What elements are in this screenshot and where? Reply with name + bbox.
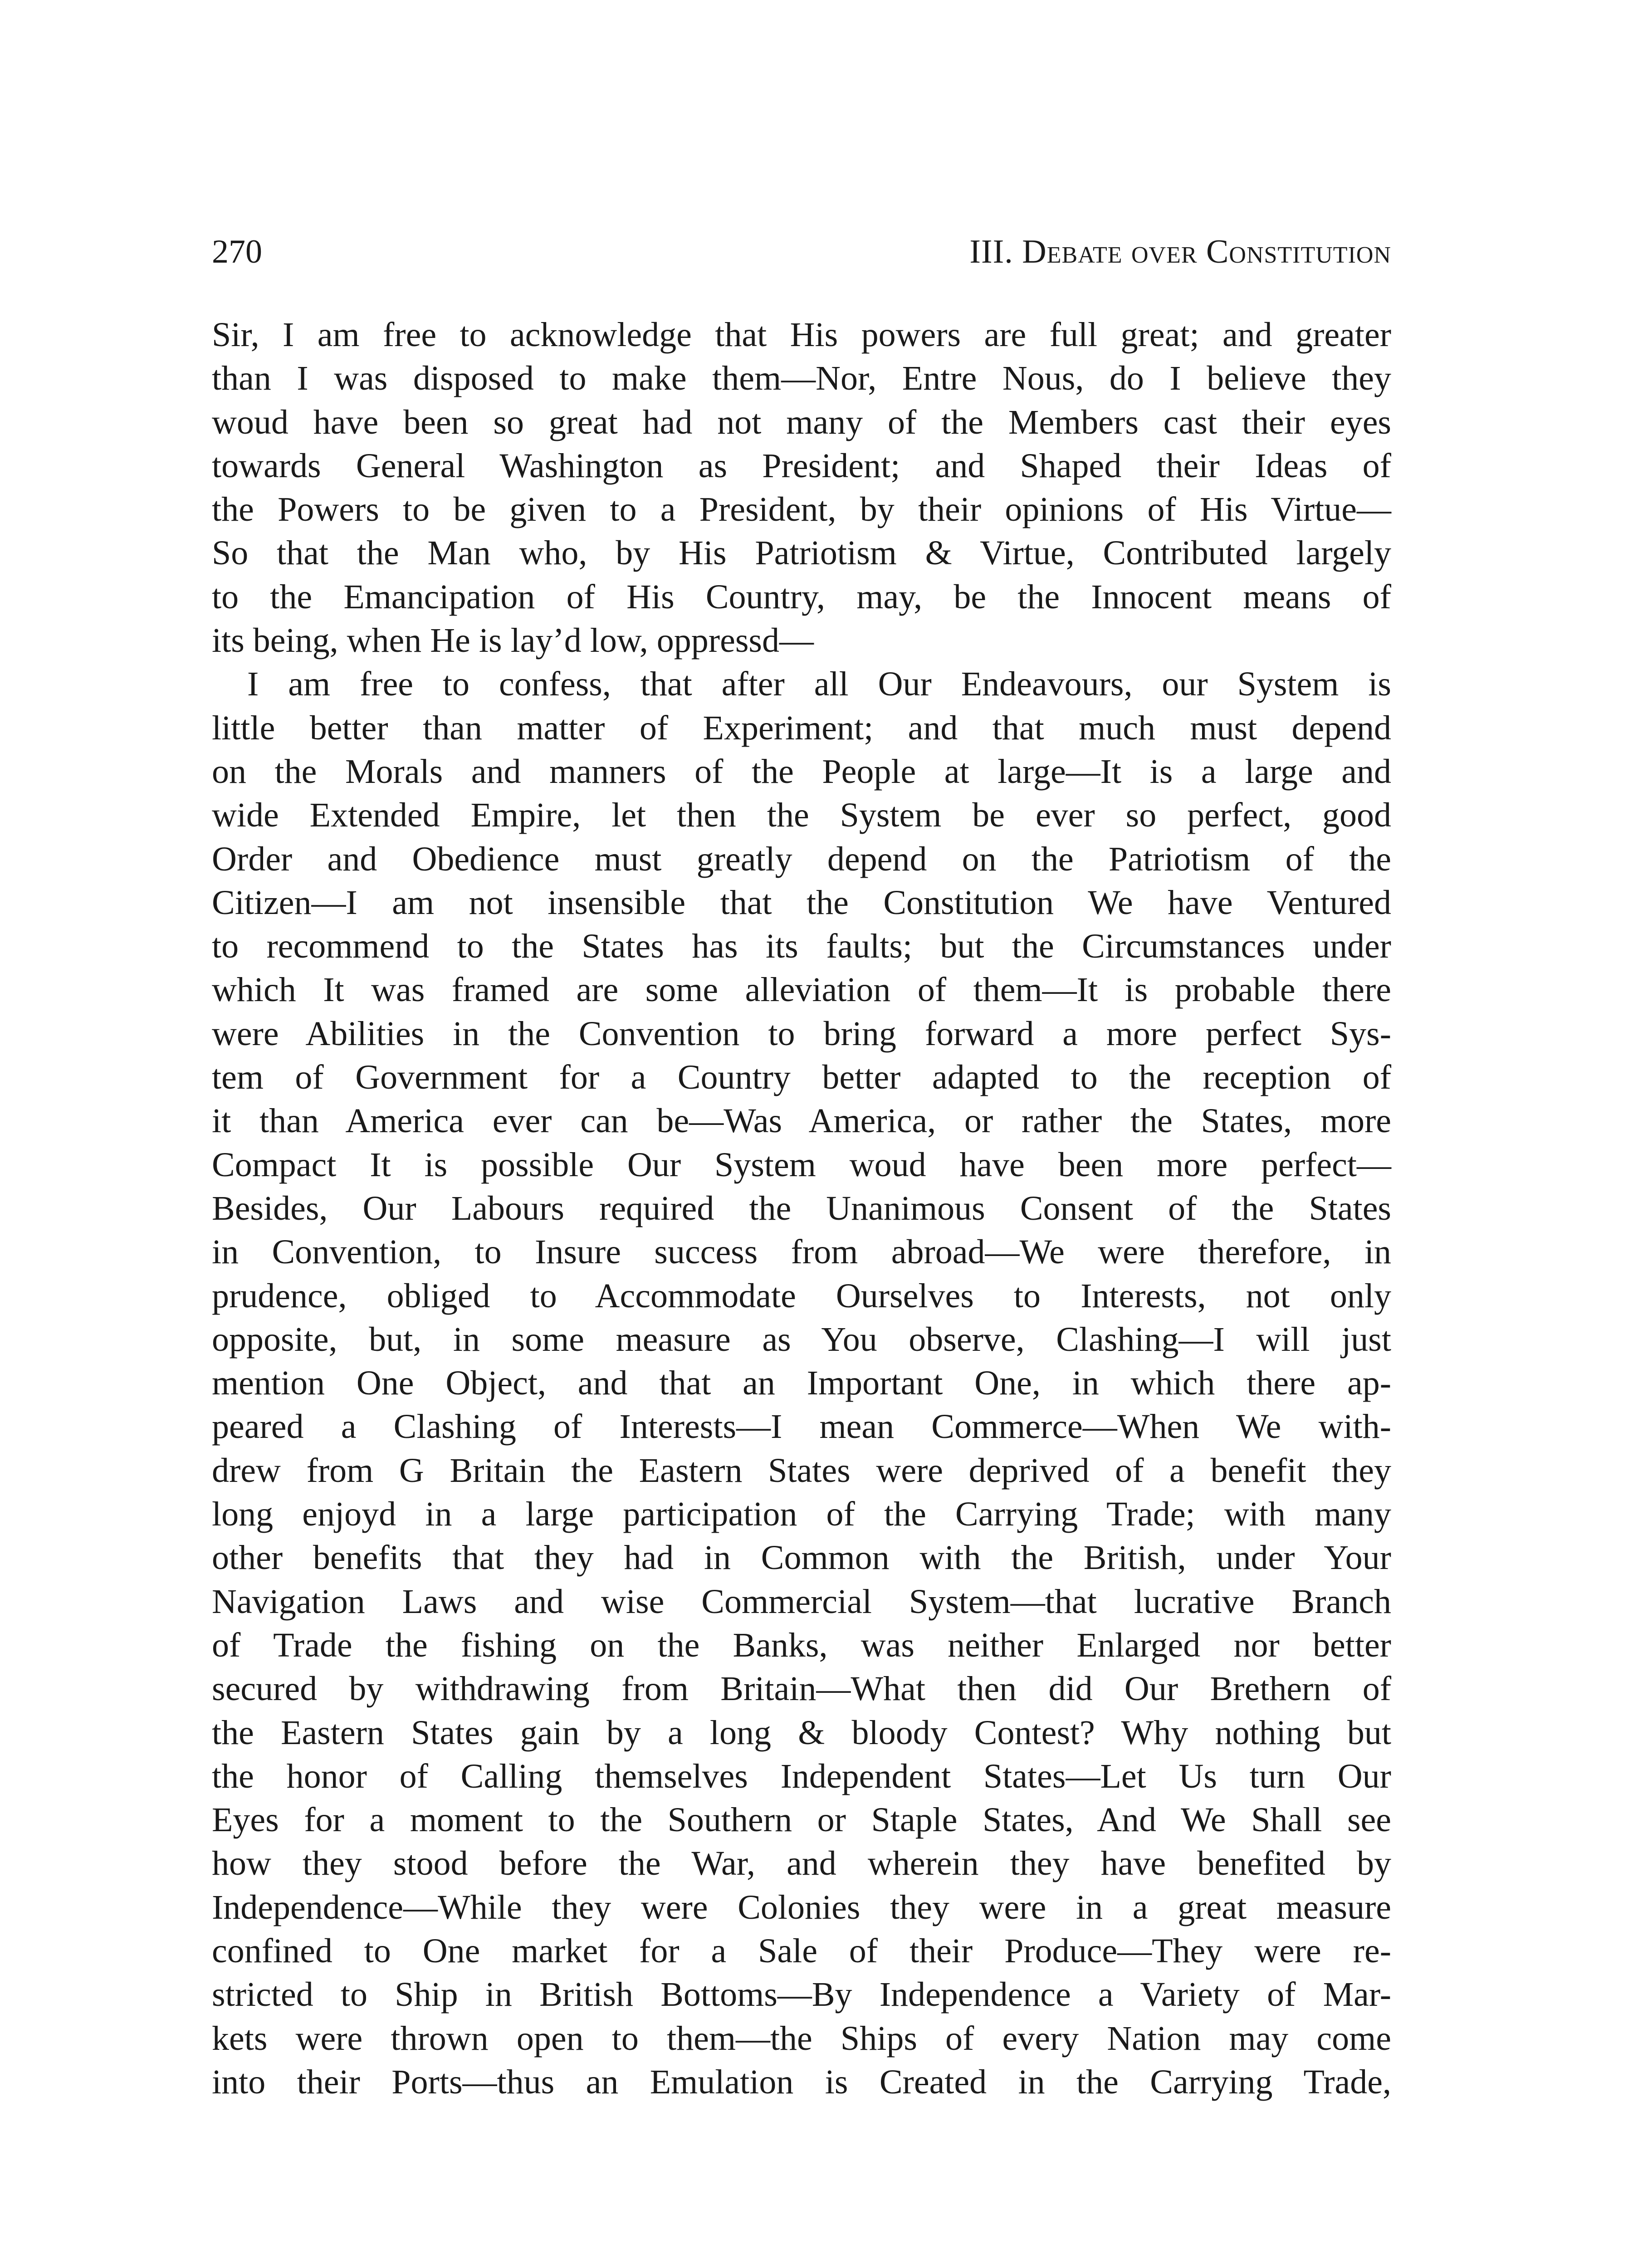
text-line: kets were thrown open to them—the Ships of every Nation may come bbox=[212, 2019, 1391, 2058]
paragraph-first-line: I am free to confess, that after all Our Endeavours, our System is bbox=[247, 665, 1391, 704]
text-line: other benefits that they had in Common with the British, under Your bbox=[212, 1539, 1391, 1577]
text-line: stricted to Ship in British Bottoms—By Independence a Variety of Mar- bbox=[212, 1975, 1391, 2014]
text-line: tem of Government for a Country better adapted to the reception of bbox=[212, 1058, 1391, 1097]
text-line: little better than matter of Experiment; and that much must depend bbox=[212, 709, 1391, 747]
body-text bbox=[212, 313, 1391, 2104]
text-line: the Powers to be given to a President, by their opinions of His Virtue— bbox=[212, 490, 1391, 529]
paragraph-end-line: its being, when He is lay’d low, oppressd— bbox=[212, 621, 814, 660]
text-line: prudence, obliged to Accommodate Ourselves to Interests, not only bbox=[212, 1276, 1391, 1315]
text-line: towards General Washington as President; and Shaped their Ideas of bbox=[212, 446, 1391, 485]
text-line: confined to One market for a Sale of their Produce—They were re- bbox=[212, 1931, 1391, 1970]
text-line: on the Morals and manners of the People at large—It is a large and bbox=[212, 752, 1391, 791]
text-line: than I was disposed to make them—Nor, Entre Nous, do I believe they bbox=[212, 359, 1391, 398]
text-line: Sir, I am free to acknowledge that His powers are full great; and greater bbox=[212, 316, 1391, 354]
section-title: III. Debate over Constitution bbox=[969, 233, 1391, 270]
text-line: secured by withdrawing from Britain—What then did Our Brethern of bbox=[212, 1670, 1391, 1708]
text-line: Independence—While they were Colonies they were in a great measure bbox=[212, 1888, 1391, 1926]
text-line: mention One Object, and that an Important One, in which there ap- bbox=[212, 1364, 1391, 1403]
text-line: So that the Man who, by His Patriotism & Virtue, Contributed largely bbox=[212, 534, 1391, 572]
text-line: of Trade the fishing on the Banks, was neither Enlarged nor better bbox=[212, 1626, 1391, 1664]
text-line: long enjoyd in a large participation of the Carrying Trade; with many bbox=[212, 1495, 1391, 1534]
page-number: 270 bbox=[212, 233, 262, 270]
text-line: drew from G Britain the Eastern States were deprived of a benefit they bbox=[212, 1451, 1391, 1490]
text-line: in Convention, to Insure success from abroad—We were therefore, in bbox=[212, 1233, 1391, 1271]
text-line: woud have been so great had not many of the Members cast their eyes bbox=[212, 403, 1391, 441]
text-line: how they stood before the War, and wherein they have benefited by bbox=[212, 1844, 1391, 1883]
text-line: Eyes for a moment to the Southern or Staple States, And We Shall see bbox=[212, 1801, 1391, 1839]
text-line: into their Ports—thus an Emulation is Created in the Carrying Trade, bbox=[212, 2063, 1391, 2101]
text-line: Compact It is possible Our System woud have been more perfect— bbox=[212, 1145, 1391, 1184]
text-line: which It was framed are some alleviation of them—It is probable there bbox=[212, 971, 1391, 1009]
text-line: the honor of Calling themselves Independent States—Let Us turn Our bbox=[212, 1757, 1391, 1795]
text-line: Citizen—I am not insensible that the Constitution We have Ventured bbox=[212, 883, 1391, 922]
text-line: to the Emancipation of His Country, may, be the Innocent means of bbox=[212, 577, 1391, 616]
text-line: Besides, Our Labours required the Unanimous Consent of the States bbox=[212, 1189, 1391, 1227]
text-line: were Abilities in the Convention to bring forward a more perfect Sys- bbox=[212, 1014, 1391, 1053]
text-line: opposite, but, in some measure as You observe, Clashing—I will just bbox=[212, 1320, 1391, 1359]
text-line: wide Extended Empire, let then the System be ever so perfect, good bbox=[212, 796, 1391, 835]
text-line: to recommend to the States has its faults; but the Circumstances under bbox=[212, 927, 1391, 966]
text-line: peared a Clashing of Interests—I mean Commerce—When We with- bbox=[212, 1408, 1391, 1446]
text-line: Navigation Laws and wise Commercial System—that lucrative Branch bbox=[212, 1582, 1391, 1621]
text-line: the Eastern States gain by a long & bloody Contest? Why nothing but bbox=[212, 1713, 1391, 1752]
running-head bbox=[212, 227, 1391, 277]
text-line: Order and Obedience must greatly depend on the Patriotism of the bbox=[212, 840, 1391, 878]
text-line: it than America ever can be—Was America, or rather the States, more bbox=[212, 1102, 1391, 1140]
